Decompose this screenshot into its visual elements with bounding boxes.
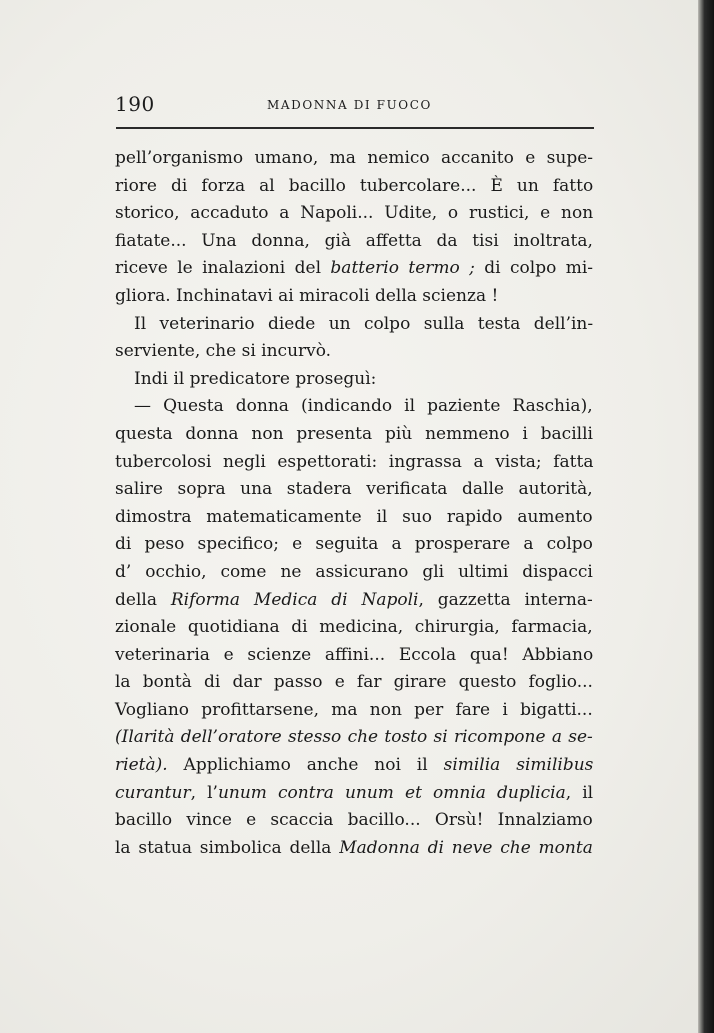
text-line <box>115 669 615 697</box>
text-line <box>115 366 615 394</box>
text-segment: storico, accaduto a Napoli... Udite, o rustici, e non <box>115 203 594 224</box>
text-line <box>115 311 615 339</box>
header-rule <box>116 127 594 129</box>
text-line <box>115 421 615 449</box>
text-segment: riore di forza al bacillo tubercolare... È un fatto <box>115 175 594 196</box>
italic-text: (Ilarità dell’oratore stesso che tosto si ricompone a se- <box>115 727 593 748</box>
text-line <box>115 449 615 477</box>
text-segment: salire sopra una stadera verificata dalle autorità, <box>115 479 593 500</box>
text-line <box>115 531 615 559</box>
text-segment: la bontà di dar passo e far girare questo foglio... <box>115 672 593 693</box>
text-line <box>115 807 615 835</box>
text-segment: Indi il predicatore proseguì: <box>134 368 377 389</box>
book-spine-shadow <box>698 0 714 1033</box>
text-segment: questa donna non presenta più nemmeno i bacilli <box>115 423 593 444</box>
text-segment: riceve le inalazioni del <box>115 258 331 279</box>
text-line <box>115 614 615 642</box>
text-segment: della <box>115 589 171 610</box>
text-line <box>115 476 615 504</box>
italic-text: similia similibus <box>443 755 594 776</box>
text-segment: serviente, che si incurvò. <box>115 341 332 362</box>
text-segment: — Questa donna (indicando il paziente Raschia), <box>134 396 593 417</box>
italic-text: Riforma Medica di Napoli <box>170 589 419 610</box>
text-segment: di colpo mi- <box>474 258 594 279</box>
text-segment: Vogliano profittarsene, ma non per fare i bigatti... <box>115 699 593 720</box>
italic-text: batterio termo ; <box>330 258 475 279</box>
italic-text: curantur <box>115 782 191 803</box>
text-segment: veterinaria e scienze affini... Eccola qua! Abbiano <box>115 644 594 665</box>
italic-text: rietà). <box>115 755 168 776</box>
text-segment: bacillo vince e scaccia bacillo... Orsù! Innalziamo <box>115 810 593 831</box>
running-title: MADONNA DI FUOCO <box>267 98 432 112</box>
text-line <box>115 642 615 670</box>
page-header <box>115 92 593 116</box>
body-text <box>115 145 615 862</box>
text-segment: pell’organismo umano, ma nemico accanito e supe- <box>115 148 594 168</box>
text-segment: la statua simbolica della <box>115 837 340 858</box>
text-segment: , gazzetta interna- <box>418 589 593 610</box>
text-line <box>115 338 615 366</box>
text-line <box>115 173 615 201</box>
text-line <box>115 752 615 780</box>
text-line <box>115 255 615 283</box>
italic-text: unum contra unum et omnia duplicia <box>217 782 566 803</box>
italic-text: Madonna di neve che monta <box>339 837 593 858</box>
text-line <box>115 697 615 725</box>
text-segment: tubercolosi negli espettorati: ingrassa a vista; fatta <box>115 451 594 472</box>
text-line <box>115 200 615 228</box>
text-segment: fiatate... Una donna, già affetta da tisi inoltrata, <box>115 230 593 251</box>
text-segment: d’ occhio, come ne assicurano gli ultimi dispacci <box>115 561 593 582</box>
text-segment: Il veterinario diede un colpo sulla testa dell’in- <box>134 313 594 334</box>
page-number: 190 <box>115 92 155 116</box>
text-line <box>115 145 615 173</box>
text-segment: , il <box>565 782 594 803</box>
text-segment: zionale quotidiana di medicina, chirurgia, farmacia, <box>115 617 593 638</box>
text-line <box>115 835 615 863</box>
text-segment: di peso specifico; e seguita a prosperare a colpo <box>115 534 593 555</box>
text-segment: gliora. Inchinatavi ai miracoli della scienza ! <box>115 285 499 306</box>
text-line <box>115 587 615 615</box>
text-line <box>115 283 615 311</box>
text-line <box>115 393 615 421</box>
text-line <box>115 559 615 587</box>
text-segment: Applichiamo anche noi il <box>167 755 444 776</box>
text-segment: , l’ <box>190 782 218 803</box>
text-line <box>115 228 615 256</box>
text-line <box>115 504 615 532</box>
text-line <box>115 724 615 752</box>
text-line <box>115 780 615 808</box>
text-segment: dimostra matematicamente il suo rapido aumento <box>115 506 593 527</box>
